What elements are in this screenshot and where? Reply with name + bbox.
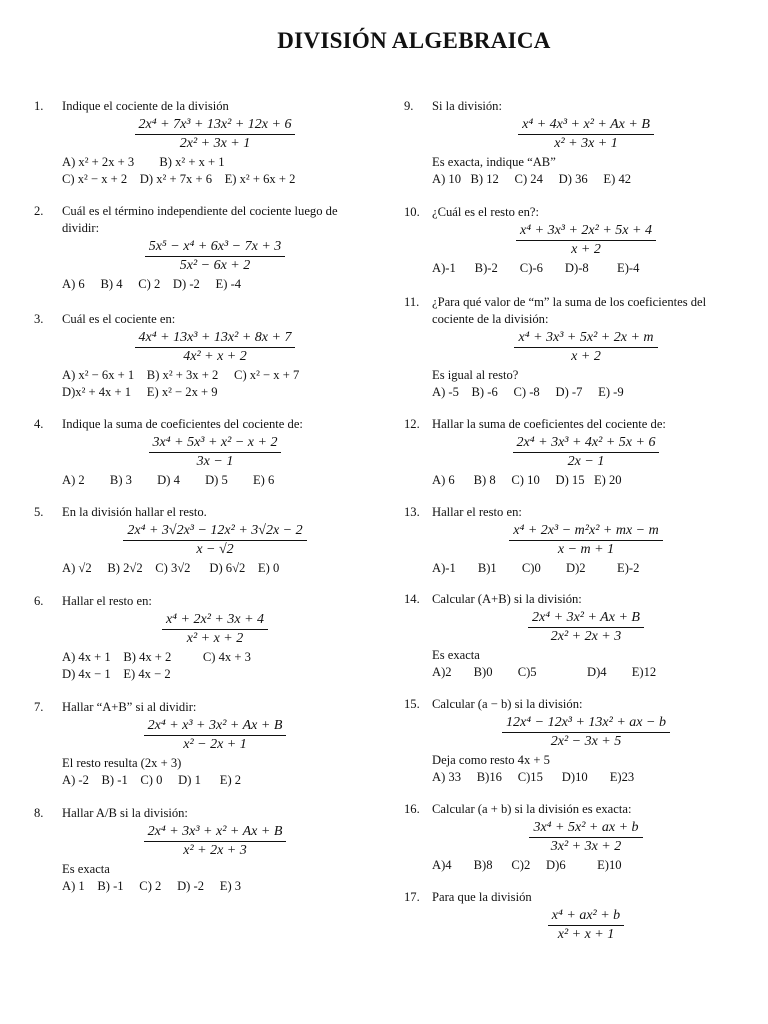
fraction-denominator: 3x − 1 [196,454,234,469]
problem-17 [404,889,740,944]
fraction-denominator: x² − 2x + 1 [183,737,247,752]
problem-1 [34,98,368,188]
fraction [62,717,368,754]
fraction-numerator: 12x⁴ − 12x³ + 13x² + ax − b [502,714,670,733]
fraction-numerator: x⁴ + ax² + b [548,907,624,926]
problem-number: 5. [34,505,44,519]
fraction [432,714,740,751]
problem-number: 10. [404,205,420,219]
problem-condition: Es exacta, indique “AB” [432,155,556,169]
fraction-denominator: x + 2 [571,242,601,257]
fraction-denominator: x² + x + 1 [557,927,615,942]
answer-options: A) 2 B) 3 D) 4 D) 5 E) 6 [62,473,275,487]
problem-number: 17. [404,890,420,904]
problem-statement: ¿Para qué valor de “m” la suma de los coeficientes del cociente de la división: [432,295,707,326]
problem-12 [404,416,740,489]
answer-options: A) x² + 2x + 3 B) x² + x + 1 [62,155,225,169]
fraction-numerator: x⁴ + 3x³ + 2x² + 5x + 4 [516,222,656,241]
problem-8 [34,805,368,895]
problem-statement: Hallar el resto en: [432,505,522,519]
answer-options: C) x² − x + 2 D) x² + 7x + 6 E) x² + 6x + 2 [62,172,296,186]
problem-4 [34,416,368,489]
problem-condition: Es igual al resto? [432,368,519,382]
fraction-numerator: x⁴ + 3x³ + 5x² + 2x + m [514,329,657,348]
fraction [62,522,368,559]
problem-statement: Hallar la suma de coeficientes del cociente de: [432,417,666,431]
fraction [432,329,740,366]
answer-options: A)-1 B)-2 C)-6 D)-8 E)-4 [432,261,640,275]
fraction-numerator: 3x⁴ + 5x³ + x² − x + 2 [149,434,282,453]
problem-statement: Para que la división [432,890,532,904]
problem-statement: Calcular (A+B) si la división: [432,592,582,606]
fraction [432,116,740,153]
fraction [62,329,368,366]
fraction-numerator: 2x⁴ + 7x³ + 13x² + 12x + 6 [135,116,296,135]
answer-options: D) 4x − 1 E) 4x − 2 [62,667,171,681]
problem-condition: Es exacta [62,862,110,876]
answer-options: A) 4x + 1 B) 4x + 2 C) 4x + 3 [62,650,251,664]
problem-number: 9. [404,99,414,113]
fraction-denominator: 5x² − 6x + 2 [179,258,251,273]
problem-9 [404,98,740,188]
answer-options: A)2 B)0 C)5 D)4 E)12 [432,665,657,679]
problem-statement: Si la división: [432,99,502,113]
problem-number: 6. [34,594,44,608]
fraction [62,238,368,275]
problem-number: 11. [404,295,420,309]
problem-statement: Indique la suma de coeficientes del cociente de: [62,417,303,431]
problem-number: 7. [34,700,44,714]
fraction-denominator: 2x − 1 [567,454,605,469]
answer-options: A) -2 B) -1 C) 0 D) 1 E) 2 [62,773,242,787]
answer-options: A) 1 B) -1 C) 2 D) -2 E) 3 [62,879,242,893]
fraction [432,819,740,856]
fraction-denominator: 4x² + x + 2 [183,349,247,364]
problem-statement: Indique el cociente de la división [62,99,229,113]
problem-5 [34,504,368,577]
problem-number: 16. [404,802,420,816]
problem-statement: Hallar A/B si la división: [62,806,188,820]
fraction [62,611,368,648]
problem-number: 15. [404,697,420,711]
fraction-denominator: 2x² − 3x + 5 [550,734,622,749]
problem-7 [34,699,368,789]
problem-statement: Hallar el resto en: [62,594,152,608]
problem-condition: Deja como resto 4x + 5 [432,753,550,767]
fraction [432,434,740,471]
problem-statement: Cuál es el término independiente del cociente luego de dividir: [62,204,338,235]
fraction [62,116,368,153]
page-title: DIVISIÓN ALGEBRAICA [277,28,551,53]
fraction-denominator: x − m + 1 [557,542,615,557]
problem-number: 13. [404,505,420,519]
fraction-numerator: 2x⁴ + 3√2x³ − 12x² + 3√2x − 2 [123,522,306,541]
fraction [62,434,368,471]
problem-number: 3. [34,312,44,326]
answer-options: A) 6 B) 4 C) 2 D) -2 E) -4 [62,277,242,291]
problem-statement: Hallar “A+B” si al dividir: [62,700,197,714]
fraction [432,609,740,646]
fraction-numerator: x⁴ + 2x³ − m²x² + mx − m [509,522,662,541]
fraction [432,222,740,259]
problem-15 [404,696,740,786]
problem-statement: ¿Cuál es el resto en?: [432,205,540,219]
fraction-denominator: 3x² + 3x + 2 [550,839,622,854]
problem-number: 14. [404,592,420,606]
problem-11 [404,294,740,401]
fraction-denominator: 2x² + 2x + 3 [550,629,622,644]
problem-10 [404,204,740,277]
fraction-numerator: 2x⁴ + 3x² + Ax + B [528,609,644,628]
problem-number: 12. [404,417,420,431]
answer-options: A)-1 B)1 C)0 D)2 E)-2 [432,561,640,575]
fraction-numerator: 4x⁴ + 13x³ + 13x² + 8x + 7 [135,329,296,348]
fraction [432,522,740,559]
fraction-denominator: x² + x + 2 [186,631,244,646]
fraction-denominator: x² + 2x + 3 [183,843,247,858]
fraction-numerator: 2x⁴ + 3x³ + 4x² + 5x + 6 [513,434,660,453]
answer-options: A) -5 B) -6 C) -8 D) -7 E) -9 [432,385,624,399]
problem-number: 1. [34,99,44,113]
fraction-numerator: x⁴ + 4x³ + x² + Ax + B [518,116,654,135]
answer-options: A) 6 B) 8 C) 10 D) 15 E) 20 [432,473,622,487]
problem-statement: Cuál es el cociente en: [62,312,176,326]
problem-6 [34,593,368,683]
answer-options: A)4 B)8 C)2 D)6 E)10 [432,858,622,872]
problem-number: 8. [34,806,44,820]
answer-options: A) 10 B) 12 C) 24 D) 36 E) 42 [432,172,632,186]
problem-16 [404,801,740,874]
fraction-numerator: 2x⁴ + 3x³ + x² + Ax + B [144,823,287,842]
fraction-numerator: x⁴ + 2x² + 3x + 4 [162,611,268,630]
right-column [404,98,740,945]
problem-14 [404,591,740,681]
fraction-denominator: 2x² + 3x + 1 [179,136,251,151]
left-column [34,98,368,895]
answer-options: A) x² − 6x + 1 B) x² + 3x + 2 C) x² − x + 7 [62,368,300,382]
fraction-numerator: 3x⁴ + 5x² + ax + b [529,819,642,838]
answer-options: A) √2 B) 2√2 C) 3√2 D) 6√2 E) 0 [62,561,280,575]
problem-number: 2. [34,204,44,218]
fraction [432,907,740,944]
problem-statement: En la división hallar el resto. [62,505,207,519]
problem-condition: El resto resulta (2x + 3) [62,756,182,770]
answer-options: A) 33 B)16 C)15 D)10 E)23 [432,770,635,784]
problem-statement: Calcular (a − b) si la división: [432,697,583,711]
fraction [62,823,368,860]
answer-options: D)x² + 4x + 1 E) x² − 2x + 9 [62,385,218,399]
problem-number: 4. [34,417,44,431]
problem-statement: Calcular (a + b) si la división es exacta: [432,802,632,816]
fraction-denominator: x − √2 [196,542,234,557]
fraction-denominator: x + 2 [571,349,601,364]
fraction-numerator: 5x⁵ − x⁴ + 6x³ − 7x + 3 [145,238,286,257]
problem-13 [404,504,740,577]
fraction-numerator: 2x⁴ + x³ + 3x² + Ax + B [144,717,287,736]
problem-3 [34,311,368,401]
problem-2 [34,203,368,293]
problem-condition: Es exacta [432,648,480,662]
fraction-denominator: x² + 3x + 1 [554,136,618,151]
